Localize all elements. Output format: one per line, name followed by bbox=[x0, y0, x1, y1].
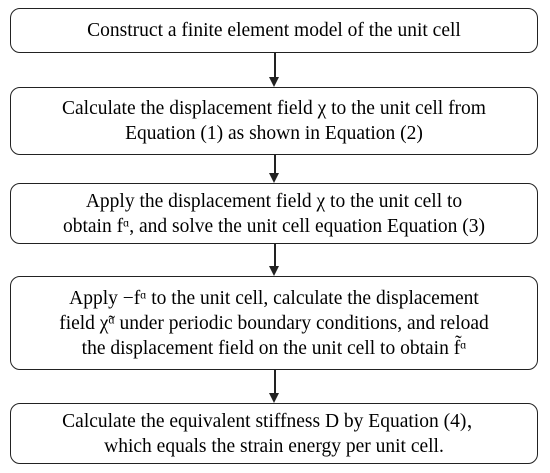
step-4-line-3: the displacement field on the unit cell to obtain f̃ᵅ bbox=[81, 337, 467, 359]
step-5-box bbox=[10, 403, 538, 464]
step-1-text: Construct a finite element model of the unit cell bbox=[87, 20, 461, 41]
step-4-line-2: field χ̃ᵅ under periodic boundary conditions, and reload bbox=[59, 312, 489, 334]
arrow-2-3 bbox=[274, 155, 276, 183]
step-3-line-1: Apply the displacement field χ to the unit cell to bbox=[85, 190, 463, 212]
step-5-line-1: Calculate the equivalent stiffness D by Equation (4)， bbox=[62, 410, 486, 432]
step-3-line-2: obtain fᵅ, and solve the unit cell equation Equation (3) bbox=[62, 215, 485, 237]
step-5-line-2: which equals the strain energy per unit cell. bbox=[104, 435, 444, 457]
step-2-line-2: Equation (1) as shown in Equation (2) bbox=[125, 123, 423, 144]
step-4-line-1: Apply −fᵅ to the unit cell, calculate the displacement bbox=[69, 287, 479, 309]
step-4-box bbox=[10, 276, 538, 370]
arrow-1-2 bbox=[274, 53, 276, 87]
step-2-box bbox=[10, 87, 538, 155]
arrow-4-5 bbox=[274, 370, 276, 403]
step-3-box bbox=[10, 183, 538, 244]
step-1-box bbox=[10, 8, 538, 53]
arrow-3-4 bbox=[274, 244, 276, 276]
step-2-line-1: Calculate the displacement field χ to the unit cell from bbox=[62, 98, 486, 119]
